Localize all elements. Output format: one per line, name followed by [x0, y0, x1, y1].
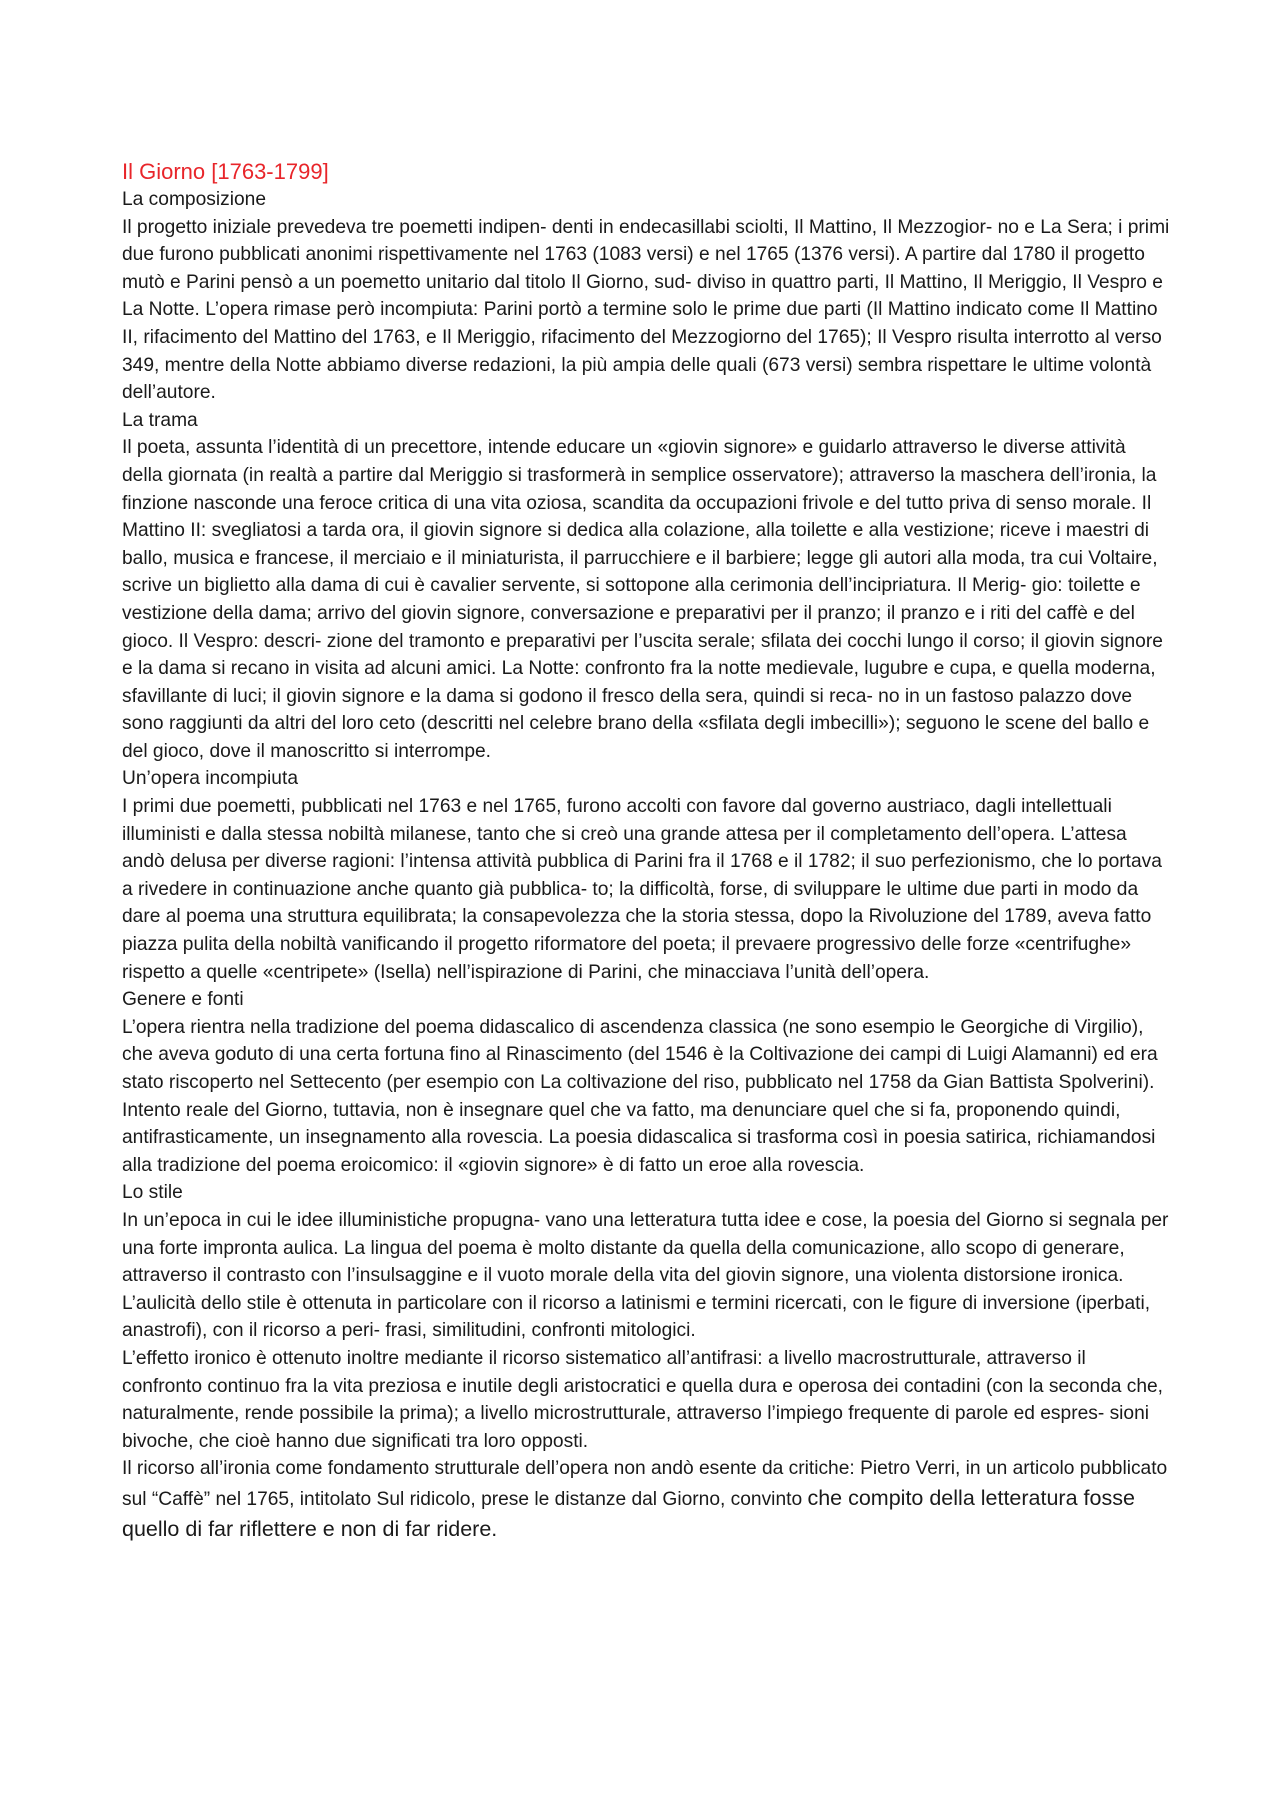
section-heading-composizione: La composizione — [122, 189, 266, 210]
document-body — [122, 158, 1170, 1544]
section-heading-trama: La trama — [122, 409, 198, 431]
paragraph-stile-3 — [122, 1455, 1170, 1544]
section-heading-incompiuta: Un’opera incompiuta — [122, 768, 298, 790]
paragraph-trama: Il poeta, assunta l’identità di un precettore, intende educare un «giovin signore» e guidarlo attraverso le diverse attività della giornata (in realtà a partire dal Meriggio si trasformerà in semplice osservatore); attraverso la maschera dell’ironia, la finzione nasconde una feroce critica di una vita oziosa, scandita da occupazioni frivole e del tutto priva di senso morale. Il Mattino II: svegliatosi a tarda ora, il giovin signore si dedica alla colazione, alla toilette e alla vestizione; riceve i maestri di ballo, musica e francese, il merciaio e il miniaturista, il parrucchiere e il barbiere; legge gli autori alla moda, tra cui Voltaire, scrive un biglietto alla dama di cui è cavalier servente, si sottopone alla cerimonia dell’incipriatura. Il Merig- gio: toilette e vestizione della dama; arrivo del giovin signore, conversazione e preparativi per il pranzo; il pranzo e i riti del caffè e del gioco. Il Vespro: descri- zione del tramonto e preparativi per l’uscita serale; sfilata dei cocchi lungo il corso; il giovin signore e la dama si recano in visita ad alcuni amici. La Notte: confronto fra la notte medievale, lugubre e cupa, e quella moderna, sfavillante di luci; il giovin signore e la dama si godono il fresco della sera, quindi si reca- no in un fastoso palazzo dove sono raggiunti da altri del loro ceto (descritti nel celebre brano della «sfilata degli imbecilli»); seguono le scene del ballo e del gioco, dove il manoscritto si interrompe. — [122, 437, 1163, 762]
section-heading-stile: Lo stile — [122, 1182, 183, 1204]
paragraph-stile-1: In un’epoca in cui le idee illuministiche propugna- vano una letteratura tutta idee e cose, la poesia del Giorno si segnala per una forte impronta aulica. La lingua del poema è molto distante da quella della comunicazione, allo scopo di generare, attraverso il contrasto con l’insulsaggine e il vuoto morale della vita del giovin signore, una violenta distorsione ironica. L’aulicità dello stile è ottenuta in particolare con il ricorso a latinismi e termini ricercati, con le figure di inversione (iperbati, anastrofi), con il ricorso a peri- frasi, similitudini, confronti mitologici. — [122, 1209, 1169, 1342]
section-heading-genere: Genere e fonti — [122, 989, 244, 1011]
paragraph-composizione: Il progetto iniziale prevedeva tre poemetti indipen- denti in endecasillabi sciolti, Il Mattino, Il Mezzogior- no e La Sera; i primi due furono pubblicati anonimi rispettivamente nel 1763 (1083 versi) e nel 1765 (1376 versi). A partire dal 1780 il progetto mutò e Parini pensò a un poemetto unitario dal titolo Il Giorno, sud- diviso in quattro parti, Il Mattino, Il Meriggio, Il Vespro e La Notte. L’opera rimase però incompiuta: Parini portò a termine solo le prime due parti (Il Mattino indicato come Il Mattino II, rifacimento del Mattino del 1763, e Il Meriggio, rifacimento del Mezzogiorno del 1765); Il Vespro risulta interrotto al verso 349, mentre della Notte abbiamo diverse redazioni, la più ampia delle quali (673 versi) sembra rispettare le ultime volontà dell’autore. — [122, 216, 1170, 404]
paragraph-incompiuta: I primi due poemetti, pubblicati nel 1763 e nel 1765, furono accolti con favore dal governo austriaco, dagli intellettuali illuministi e dalla stessa nobiltà milanese, tanto che si creò una grande attesa per il completamento dell’opera. L’attesa andò delusa per diverse ragioni: l’intensa attività pubblica di Parini fra il 1768 e il 1782; il suo perfezionismo, che lo portava a rivedere in continuazione anche quanto già pubblica- to; la difficoltà, forse, di sviluppare le ultime due parti in modo da dare al poema una struttura equilibrata; la consapevolezza che la storia stessa, dopo la Rivoluzione del 1789, aveva fatto piazza pulita della nobiltà vanificando il progetto riformatore del poeta; il prevaere progressivo delle forze «centrifughe» rispetto a quelle «centripete» (Isella) nell’ispirazione di Parini, che minacciava l’unità dell’opera. — [122, 796, 1162, 983]
paragraph-genere: L’opera rientra nella tradizione del poema didascalico di ascendenza classica (ne sono esempio le Georgiche di Virgilio), che aveva goduto di una certa fortuna fino al Rinascimento (del 1546 è la Coltivazione dei campi di Luigi Alamanni) ed era stato riscoperto nel Settecento (per esempio con La coltivazione del riso, pubblicato nel 1758 da Gian Battista Spolverini). Intento reale del Giorno, tuttavia, non è insegnare quel che va fatto, ma denunciare quel che si fa, proponendo quindi, antifrasticamente, un insegnamento alla rovescia. La poesia didascalica si trasforma così in poesia satirica, richiamandosi alla tradizione del poema eroicomico: il «giovin signore» è di fatto un eroe alla rovescia. — [122, 1016, 1158, 1176]
paragraph-stile-3-end: che compito della letteratura fosse quello di far riflettere e non di far ridere. — [122, 1485, 1135, 1541]
paragraph-stile-3-start: Il ricorso all’ironia come fondamento strutturale dell’opera non andò esente da critiche: Pietro Verri, in un articolo pubblicato sul “Caffè” nel 1765, intitolato Sul ridicolo, prese le distanze dal Giorno, convinto — [122, 1458, 1168, 1510]
paragraph-stile-2: L’effetto ironico è ottenuto inoltre mediante il ricorso sistematico all’antifrasi: a livello macrostrutturale, attraverso il confronto continuo fra la vita preziosa e inutile degli aristocratici e quella dura e operosa dei contadini (con la seconda che, naturalmente, rende possibile la prima); a livello microstrutturale, attraverso l’impiego frequente di parole ed espres- sioni bivoche, che cioè hanno due significati tra loro opposti. — [122, 1347, 1164, 1452]
document-title: Il Giorno [1763-1799] — [122, 159, 329, 184]
